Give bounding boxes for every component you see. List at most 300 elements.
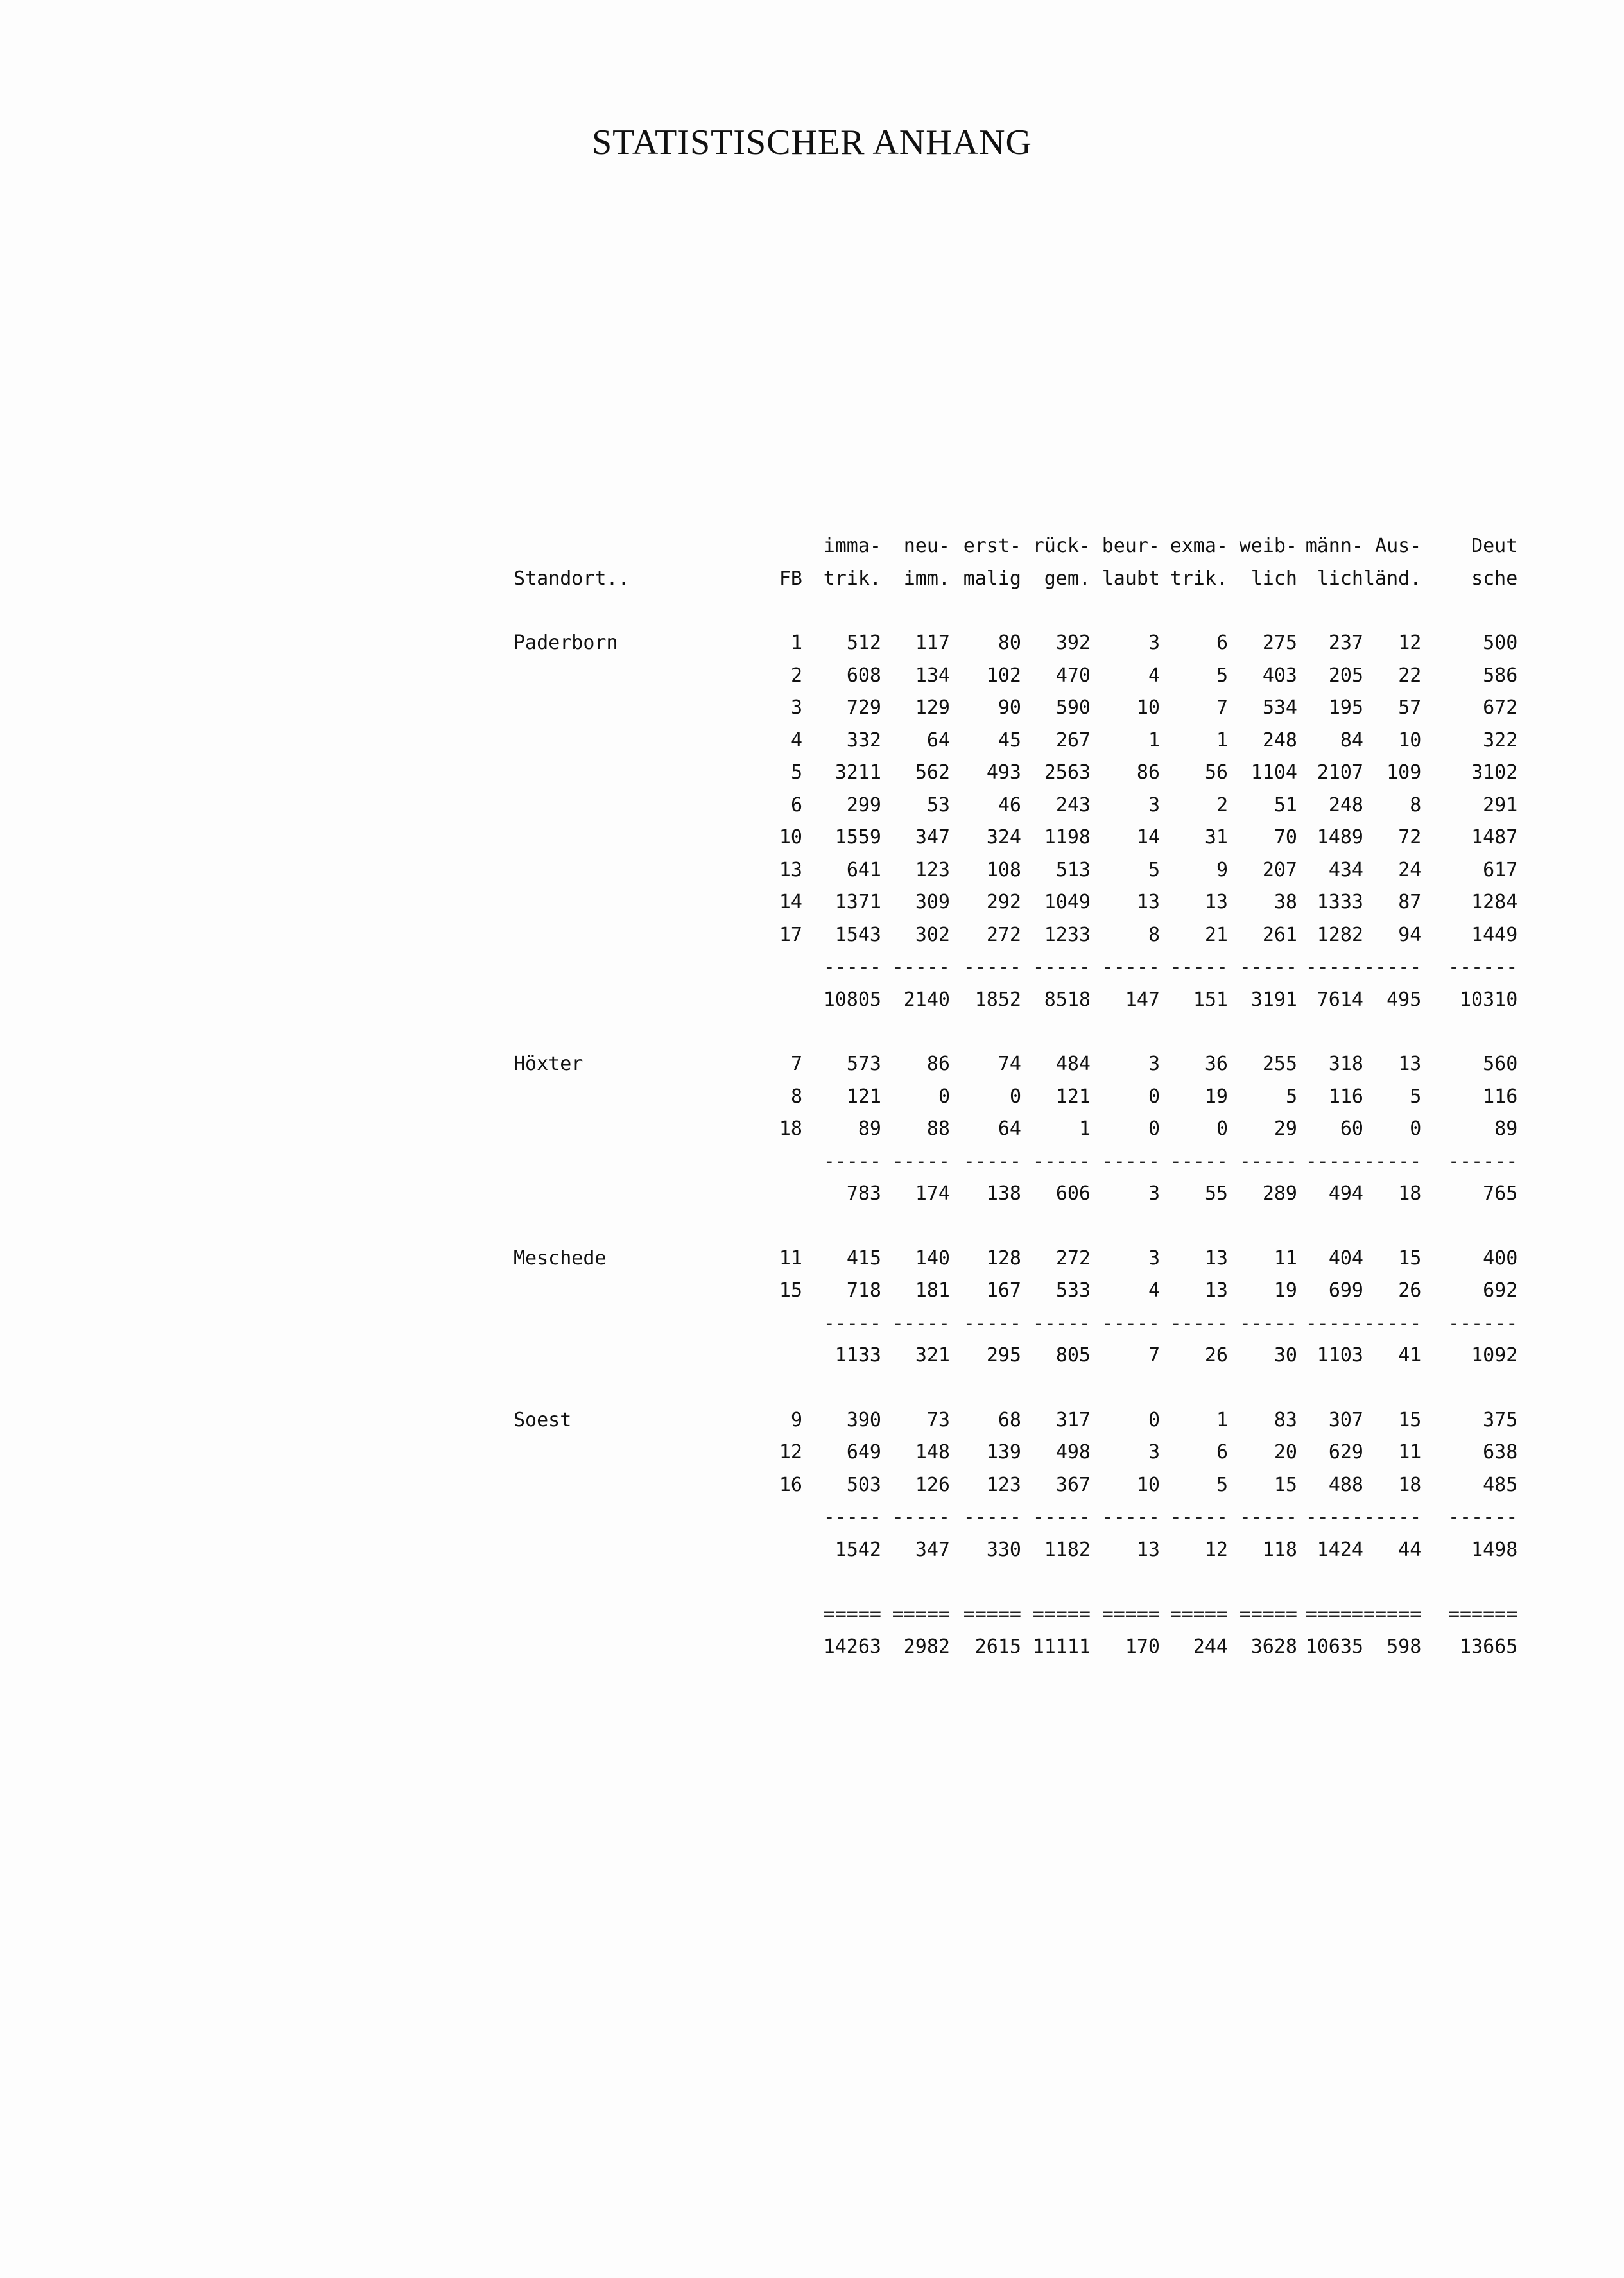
dash-separator-row-cell: ----- <box>1239 1311 1297 1334</box>
subtotal-row-cell: 1133 <box>834 1344 881 1367</box>
data-row-cell: 608 <box>846 664 881 687</box>
data-row-cell: 3 <box>790 696 802 719</box>
data-row-cell: 26 <box>1398 1279 1422 1302</box>
data-row-cell: 324 <box>986 826 1021 849</box>
header-row-1-cell: weib- <box>1239 535 1297 557</box>
data-row-cell: Soest <box>514 1408 572 1431</box>
data-row-cell: 1559 <box>834 826 881 849</box>
data-row-cell: Paderborn <box>514 632 618 654</box>
data-row-cell: 0 <box>1009 1085 1021 1108</box>
subtotal-row-cell: 289 <box>1262 1182 1297 1205</box>
data-row-cell: 123 <box>915 858 950 881</box>
equals-separator-row-cell: ===== <box>1363 1603 1422 1625</box>
header-row-2-cell: länd. <box>1363 567 1422 590</box>
data-row-cell: 5 <box>790 761 802 784</box>
dash-separator-row-cell: ----- <box>1101 1311 1160 1334</box>
subtotal-row-cell: 44 <box>1398 1538 1422 1561</box>
data-row-cell: 318 <box>1328 1053 1363 1075</box>
grand-total-row-cell: 244 <box>1193 1635 1228 1658</box>
data-row-cell: 31 <box>1204 826 1228 849</box>
dash-separator-row-cell: ----- <box>1363 956 1422 978</box>
data-row-cell: 72 <box>1398 826 1422 849</box>
data-row-cell: 2 <box>1216 793 1228 816</box>
data-row-cell: 20 <box>1274 1441 1297 1463</box>
data-row-cell: 148 <box>915 1441 950 1463</box>
subtotal-row-cell: 1182 <box>1044 1538 1091 1561</box>
data-row-cell: 9 <box>790 1408 802 1431</box>
data-row-cell: 64 <box>998 1117 1021 1140</box>
data-row-cell: 560 <box>1483 1053 1518 1075</box>
data-row-cell: 13 <box>1204 1279 1228 1302</box>
data-row-cell: 718 <box>846 1279 881 1302</box>
subtotal-row-cell: 138 <box>986 1182 1021 1205</box>
header-row-1-cell: rück- <box>1032 535 1091 557</box>
data-row-cell: 404 <box>1328 1247 1363 1270</box>
data-row-cell: 729 <box>846 696 881 719</box>
data-row-cell: 80 <box>998 632 1021 654</box>
dash-separator-row-cell: ----- <box>1305 1506 1363 1528</box>
data-row-cell: 1 <box>1216 1408 1228 1431</box>
header-row-2-cell: trik. <box>823 567 881 590</box>
data-row-cell: 503 <box>846 1473 881 1496</box>
data-row-cell: 248 <box>1262 729 1297 752</box>
data-row <box>514 1048 1517 1081</box>
data-row-cell: 38 <box>1274 891 1297 913</box>
dash-separator-row-cell: ----- <box>1305 1311 1363 1334</box>
data-row-cell: 116 <box>1483 1085 1518 1108</box>
data-row <box>514 854 1517 887</box>
data-row-cell: 1104 <box>1250 761 1297 784</box>
data-row-cell: 60 <box>1340 1117 1363 1140</box>
dash-separator-row-cell: ----- <box>1170 1506 1228 1528</box>
data-row-cell: 5 <box>1285 1085 1297 1108</box>
data-row-cell: 88 <box>926 1117 950 1140</box>
dash-separator-row-cell: ----- <box>1170 1150 1228 1173</box>
data-row-cell: 10 <box>779 826 802 849</box>
header-row-1-cell: neu- <box>903 535 950 557</box>
data-row-cell: 6 <box>1216 632 1228 654</box>
data-row-cell: 10 <box>1398 729 1422 752</box>
subtotal-row-cell: 174 <box>915 1182 950 1205</box>
subtotal-row-cell: 805 <box>1055 1344 1091 1367</box>
subtotal-row <box>514 1178 1517 1211</box>
data-row-cell: 117 <box>915 632 950 654</box>
data-row-cell: 3 <box>1148 793 1160 816</box>
data-row-cell: 493 <box>986 761 1021 784</box>
subtotal-row-cell: 151 <box>1193 988 1228 1011</box>
header-spacer <box>514 595 1517 627</box>
data-row-cell: 1198 <box>1044 826 1091 849</box>
dash-separator-row-cell: ----- <box>892 1311 950 1334</box>
data-row <box>514 1081 1517 1114</box>
subtotal-row-cell: 783 <box>846 1182 881 1205</box>
data-row-cell: 573 <box>846 1053 881 1075</box>
dash-separator-row <box>514 1307 1517 1340</box>
data-row-cell: 140 <box>915 1247 950 1270</box>
data-row-cell: 19 <box>1204 1085 1228 1108</box>
data-row-cell: 292 <box>986 891 1021 913</box>
data-row-cell: 498 <box>1055 1441 1091 1463</box>
data-row-cell: 1371 <box>834 891 881 913</box>
data-row-cell: 534 <box>1262 696 1297 719</box>
data-row-cell: 649 <box>846 1441 881 1463</box>
dash-separator-row-cell: ----- <box>1032 1311 1091 1334</box>
equals-separator-row-cell: ===== <box>1101 1603 1160 1625</box>
subtotal-row-cell: 1092 <box>1471 1344 1518 1367</box>
dash-separator-row-cell: ----- <box>1101 1506 1160 1528</box>
equals-separator-row-cell: ===== <box>823 1603 881 1625</box>
dash-separator-row-cell: ----- <box>963 956 1021 978</box>
subtotal-row-cell: 7614 <box>1317 988 1363 1011</box>
grand-total-row-cell: 14263 <box>823 1635 881 1658</box>
data-row-cell: 16 <box>779 1473 802 1496</box>
subtotal-row-cell: 295 <box>986 1344 1021 1367</box>
subtotal-row-cell: 30 <box>1274 1344 1297 1367</box>
data-row-cell: 267 <box>1055 729 1091 752</box>
dash-separator-row-cell: ----- <box>1032 1150 1091 1173</box>
data-row-cell: 299 <box>846 793 881 816</box>
data-row-cell: 2107 <box>1317 761 1363 784</box>
data-row-cell: 488 <box>1328 1473 1363 1496</box>
data-row <box>514 1404 1517 1437</box>
data-row-cell: Meschede <box>514 1247 607 1270</box>
dash-separator-row-cell: ------ <box>1447 1311 1518 1334</box>
data-row-cell: 74 <box>998 1053 1021 1075</box>
data-row-cell: 11 <box>1274 1247 1297 1270</box>
data-row-cell: 237 <box>1328 632 1363 654</box>
dash-separator-row-cell: ----- <box>823 1150 881 1173</box>
data-row-cell: 15 <box>1274 1473 1297 1496</box>
data-row-cell: 3211 <box>834 761 881 784</box>
data-row-cell: 629 <box>1328 1441 1363 1463</box>
data-row-cell: 139 <box>986 1441 1021 1463</box>
subtotal-row-cell: 10310 <box>1460 988 1518 1011</box>
data-row-cell: 275 <box>1262 632 1297 654</box>
data-row-cell: 11 <box>1398 1441 1422 1463</box>
grand-total-row-cell: 10635 <box>1305 1635 1363 1658</box>
subtotal-row <box>514 984 1517 1017</box>
data-row-cell: 36 <box>1204 1053 1228 1075</box>
data-row-cell: 68 <box>998 1408 1021 1431</box>
grand-total-row-cell: 2982 <box>903 1635 950 1658</box>
data-row-cell: 6 <box>790 793 802 816</box>
subtotal-row-cell: 330 <box>986 1538 1021 1561</box>
data-row-cell: 56 <box>1204 761 1228 784</box>
data-row-cell: 53 <box>926 793 950 816</box>
data-row-cell: 562 <box>915 761 950 784</box>
data-row-cell: 513 <box>1055 858 1091 881</box>
data-row-cell: 64 <box>926 729 950 752</box>
subtotal-row-cell: 3 <box>1148 1182 1160 1205</box>
dash-separator-row-cell: ----- <box>963 1311 1021 1334</box>
subtotal-row-cell: 147 <box>1125 988 1160 1011</box>
data-row-cell: 1 <box>1216 729 1228 752</box>
data-row-cell: 243 <box>1055 793 1091 816</box>
data-row-cell: 347 <box>915 826 950 849</box>
header-row-2-cell: Standort.. <box>514 567 630 590</box>
header-row-2-cell: malig <box>963 567 1021 590</box>
data-row-cell: 83 <box>1274 1408 1297 1431</box>
data-row-cell: 13 <box>1136 891 1160 913</box>
data-row <box>514 1469 1517 1502</box>
data-row-cell: 9 <box>1216 858 1228 881</box>
data-row-cell: 5 <box>1216 1473 1228 1496</box>
dash-separator-row-cell: ----- <box>1101 956 1160 978</box>
data-row-cell: 0 <box>1216 1117 1228 1140</box>
data-row-cell: 5 <box>1410 1085 1422 1108</box>
data-row-cell: 15 <box>1398 1408 1422 1431</box>
data-row-cell: 1449 <box>1471 923 1518 946</box>
data-row-cell: 692 <box>1483 1279 1518 1302</box>
data-row-cell: 322 <box>1483 729 1518 752</box>
data-row-cell: 94 <box>1398 923 1422 946</box>
data-row-cell: Höxter <box>514 1053 583 1075</box>
data-row-cell: 102 <box>986 664 1021 687</box>
data-row <box>514 886 1517 919</box>
data-row-cell: 1233 <box>1044 923 1091 946</box>
data-row-cell: 485 <box>1483 1473 1518 1496</box>
data-row <box>514 1113 1517 1146</box>
data-row-cell: 4 <box>1148 664 1160 687</box>
dash-separator-row-cell: ----- <box>1032 956 1091 978</box>
data-row-cell: 70 <box>1274 826 1297 849</box>
data-row-cell: 17 <box>779 923 802 946</box>
data-row-cell: 309 <box>915 891 950 913</box>
subtotal-row-cell: 10805 <box>823 988 881 1011</box>
data-row-cell: 12 <box>779 1441 802 1463</box>
header-row-1-cell: erst- <box>963 535 1021 557</box>
dash-separator-row-cell: ------ <box>1447 956 1518 978</box>
data-row-cell: 307 <box>1328 1408 1363 1431</box>
data-row <box>514 692 1517 725</box>
data-row-cell: 10 <box>1136 696 1160 719</box>
dash-separator-row-cell: ----- <box>963 1506 1021 1528</box>
data-row-cell: 415 <box>846 1247 881 1270</box>
dash-separator-row-cell: ----- <box>1363 1506 1422 1528</box>
data-row-cell: 86 <box>926 1053 950 1075</box>
dash-separator-row-cell: ----- <box>892 1506 950 1528</box>
group-spacer <box>514 1566 1517 1598</box>
data-row-cell: 512 <box>846 632 881 654</box>
subtotal-row-cell: 7 <box>1148 1344 1160 1367</box>
dash-separator-row-cell: ----- <box>892 956 950 978</box>
data-row-cell: 3 <box>1148 1053 1160 1075</box>
data-row <box>514 660 1517 693</box>
data-row-cell: 73 <box>926 1408 950 1431</box>
data-row <box>514 1437 1517 1469</box>
data-row-cell: 121 <box>846 1085 881 1108</box>
data-row-cell: 1282 <box>1317 923 1363 946</box>
dash-separator-row-cell: ----- <box>1363 1150 1422 1173</box>
data-row-cell: 109 <box>1386 761 1422 784</box>
group-spacer <box>514 1016 1517 1048</box>
data-row-cell: 126 <box>915 1473 950 1496</box>
data-row-cell: 302 <box>915 923 950 946</box>
header-row-2-cell: imm. <box>903 567 950 590</box>
header-row-2-cell: laubt <box>1101 567 1160 590</box>
data-row-cell: 1 <box>1148 729 1160 752</box>
data-row-cell: 699 <box>1328 1279 1363 1302</box>
data-row-cell: 18 <box>779 1117 802 1140</box>
subtotal-row-cell: 495 <box>1386 988 1422 1011</box>
header-row-2-cell: lich <box>1317 567 1363 590</box>
data-row-cell: 1487 <box>1471 826 1518 849</box>
data-row <box>514 1275 1517 1307</box>
data-row-cell: 108 <box>986 858 1021 881</box>
equals-separator-row-cell: ===== <box>1170 1603 1228 1625</box>
data-row-cell: 13 <box>1204 1247 1228 1270</box>
data-row-cell: 121 <box>1055 1085 1091 1108</box>
data-row-cell: 207 <box>1262 858 1297 881</box>
dash-separator-row-cell: ----- <box>892 1150 950 1173</box>
dash-separator-row-cell: ----- <box>1101 1150 1160 1173</box>
grand-total-row-cell: 3628 <box>1250 1635 1297 1658</box>
data-row-cell: 1049 <box>1044 891 1091 913</box>
grand-total-row-cell: 598 <box>1386 1635 1422 1658</box>
data-row-cell: 7 <box>790 1053 802 1075</box>
data-row-cell: 8 <box>790 1085 802 1108</box>
data-row-cell: 87 <box>1398 891 1422 913</box>
dash-separator-row-cell: ------ <box>1447 1506 1518 1528</box>
header-row-1-cell: exma- <box>1170 535 1228 557</box>
data-row-cell: 57 <box>1398 696 1422 719</box>
equals-separator-row-cell: ====== <box>1447 1603 1518 1625</box>
header-row-2-cell: lich <box>1250 567 1297 590</box>
data-row-cell: 2 <box>790 664 802 687</box>
header-row-1-cell: beur- <box>1101 535 1160 557</box>
data-row-cell: 18 <box>1398 1473 1422 1496</box>
subtotal-row-cell: 1852 <box>974 988 1021 1011</box>
data-row-cell: 8 <box>1148 923 1160 946</box>
dash-separator-row-cell: ----- <box>963 1150 1021 1173</box>
header-row-1-cell <box>648 530 802 563</box>
data-row-cell: 5 <box>1148 858 1160 881</box>
header-row-1 <box>514 530 1517 563</box>
data-row-cell: 6 <box>1216 1441 1228 1463</box>
data-row <box>514 757 1517 790</box>
subtotal-row-cell: 3191 <box>1250 988 1297 1011</box>
subtotal-row <box>514 1534 1517 1567</box>
data-row-cell: 21 <box>1204 923 1228 946</box>
data-row-cell: 13 <box>1398 1053 1422 1075</box>
data-row-cell: 24 <box>1398 858 1422 881</box>
data-row-cell: 533 <box>1055 1279 1091 1302</box>
data-row-cell: 123 <box>986 1473 1021 1496</box>
data-row-cell: 12 <box>1398 632 1422 654</box>
data-row-cell: 3 <box>1148 1247 1160 1270</box>
dash-separator-row <box>514 1146 1517 1178</box>
data-row-cell: 0 <box>1148 1408 1160 1431</box>
subtotal-row-cell: 321 <box>915 1344 950 1367</box>
header-row-2-cell: gem. <box>1044 567 1091 590</box>
data-row-cell: 332 <box>846 729 881 752</box>
data-row-cell: 672 <box>1483 696 1518 719</box>
data-row-cell: 392 <box>1055 632 1091 654</box>
data-row-cell: 195 <box>1328 696 1363 719</box>
data-row-cell: 90 <box>998 696 1021 719</box>
subtotal-row-cell: 494 <box>1328 1182 1363 1205</box>
data-row-cell: 434 <box>1328 858 1363 881</box>
data-row-cell: 255 <box>1262 1053 1297 1075</box>
data-row-cell: 7 <box>1216 696 1228 719</box>
data-row-cell: 291 <box>1483 793 1518 816</box>
data-row-cell: 272 <box>986 923 1021 946</box>
data-row-cell: 261 <box>1262 923 1297 946</box>
data-row-cell: 390 <box>846 1408 881 1431</box>
data-row-cell: 181 <box>915 1279 950 1302</box>
subtotal-row-cell: 606 <box>1055 1182 1091 1205</box>
subtotal-row-cell: 55 <box>1204 1182 1228 1205</box>
dash-separator-row-cell: ----- <box>1305 1150 1363 1173</box>
data-row-cell: 15 <box>779 1279 802 1302</box>
data-row-cell: 1543 <box>834 923 881 946</box>
data-row-cell: 0 <box>1148 1085 1160 1108</box>
data-row-cell: 2563 <box>1044 761 1091 784</box>
data-row-cell: 13 <box>1204 891 1228 913</box>
data-row-cell: 134 <box>915 664 950 687</box>
data-row-cell: 14 <box>779 891 802 913</box>
dash-separator-row-cell: ----- <box>1032 1506 1091 1528</box>
subtotal-row-cell: 12 <box>1204 1538 1228 1561</box>
data-row-cell: 400 <box>1483 1247 1518 1270</box>
equals-separator-row-cell: ===== <box>1305 1603 1363 1625</box>
data-row-cell: 1284 <box>1471 891 1518 913</box>
data-row-cell: 1489 <box>1317 826 1363 849</box>
equals-separator-row-cell: ===== <box>1032 1603 1091 1625</box>
subtotal-row-cell: 1542 <box>834 1538 881 1561</box>
data-row <box>514 790 1517 822</box>
data-row <box>514 1243 1517 1275</box>
data-row-cell: 116 <box>1328 1085 1363 1108</box>
dash-separator-row-cell: ------ <box>1447 1150 1518 1173</box>
data-row-cell: 3 <box>1148 632 1160 654</box>
data-row-cell: 5 <box>1216 664 1228 687</box>
data-row-cell: 3102 <box>1471 761 1518 784</box>
header-row-1-cell: Aus- <box>1375 535 1422 557</box>
data-row-cell: 484 <box>1055 1053 1091 1075</box>
dash-separator-row-cell: ----- <box>1170 956 1228 978</box>
equals-separator-row-cell: ===== <box>963 1603 1021 1625</box>
equals-separator-row-cell: ===== <box>1239 1603 1297 1625</box>
data-row-cell: 51 <box>1274 793 1297 816</box>
data-row-cell: 1333 <box>1317 891 1363 913</box>
grand-total-row-cell: 2615 <box>974 1635 1021 1658</box>
dash-separator-row-cell: ----- <box>1363 1311 1422 1334</box>
data-row-cell: 11 <box>779 1247 802 1270</box>
dash-separator-row-cell: ----- <box>1239 956 1297 978</box>
data-row-cell: 4 <box>790 729 802 752</box>
data-row-cell: 10 <box>1136 1473 1160 1496</box>
header-row-2-cell: trik. <box>1170 567 1228 590</box>
dash-separator-row <box>514 951 1517 984</box>
data-row-cell: 167 <box>986 1279 1021 1302</box>
grand-total-row-cell: 170 <box>1125 1635 1160 1658</box>
subtotal-row-cell: 1498 <box>1471 1538 1518 1561</box>
dash-separator-row-cell: ----- <box>1305 956 1363 978</box>
data-row-cell: 617 <box>1483 858 1518 881</box>
data-row-cell: 46 <box>998 793 1021 816</box>
header-row-1-cell: Deut <box>1471 535 1518 557</box>
data-row-cell: 272 <box>1055 1247 1091 1270</box>
group-spacer <box>514 1372 1517 1404</box>
subtotal-row-cell: 8518 <box>1044 988 1091 1011</box>
data-row-cell: 89 <box>1494 1117 1518 1140</box>
data-row-cell: 0 <box>1148 1117 1160 1140</box>
subtotal-row-cell: 41 <box>1398 1344 1422 1367</box>
data-row-cell: 4 <box>1148 1279 1160 1302</box>
data-row <box>514 822 1517 854</box>
subtotal-row-cell: 118 <box>1262 1538 1297 1561</box>
